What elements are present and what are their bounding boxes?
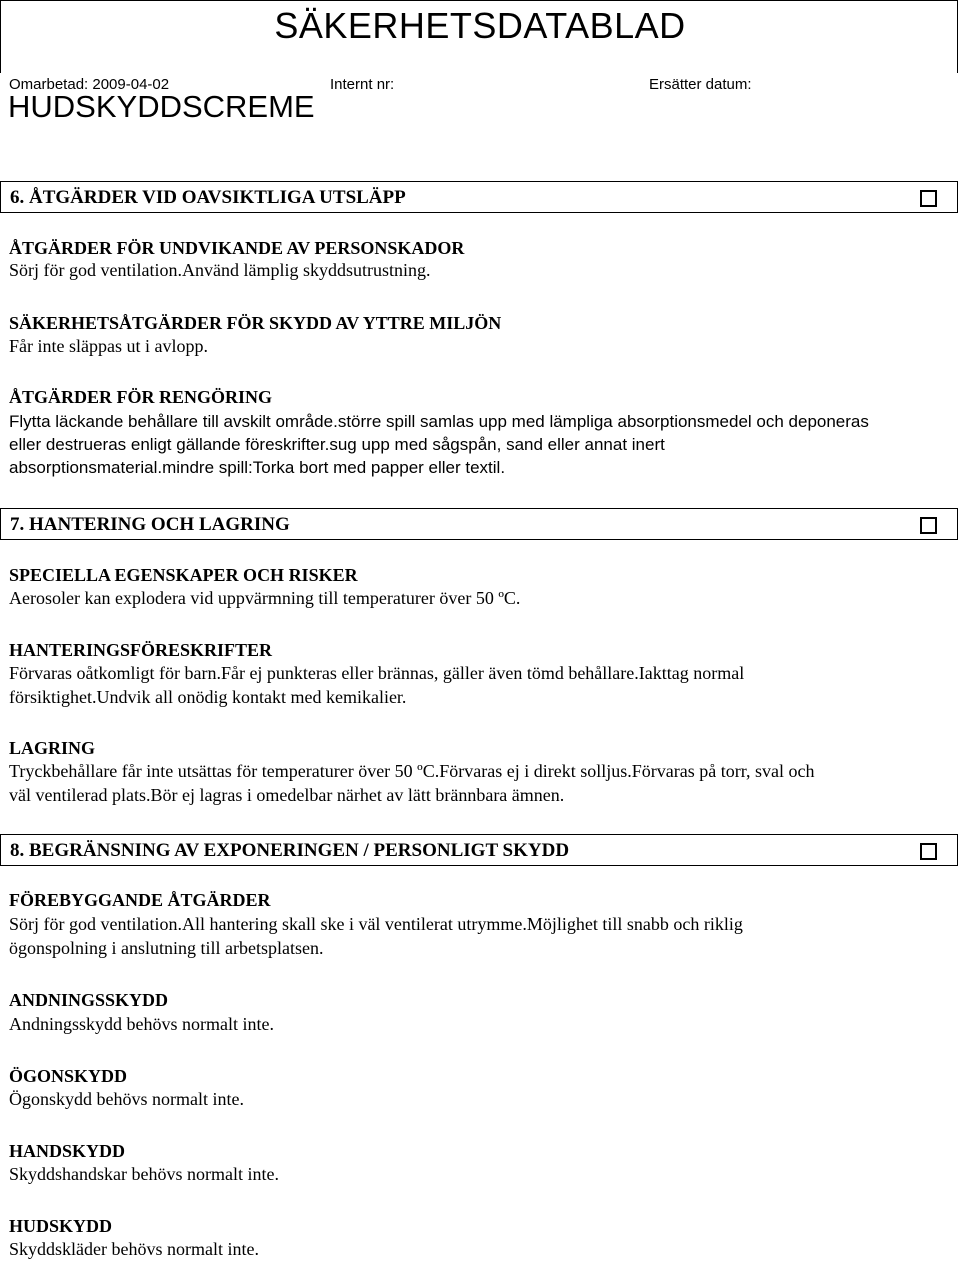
- cleaning-line: Flytta läckande behållare till avskilt område.större spill samlas upp med lämpliga absorptionsmedel och deponeras: [9, 412, 869, 431]
- section-8-checkbox[interactable]: [920, 843, 937, 860]
- risks-heading: SPECIELLA EGENSKAPER OCH RISKER: [9, 565, 358, 585]
- skin-protection-text: Skyddskläder behövs normalt inte.: [9, 1239, 259, 1259]
- section-8-title: 8. BEGRÄNSNING AV EXPONERINGEN / PERSONLIGT SKYDD: [10, 840, 570, 861]
- hand-protection-text: Skyddshandskar behövs normalt inte.: [9, 1164, 279, 1184]
- section-7-header: [0, 508, 958, 540]
- cleaning-line: absorptionsmaterial.mindre spill:Torka bort med papper eller textil.: [9, 458, 506, 477]
- storage-line: väl ventilerad plats.Bör ej lagras i omedelbar närhet av lätt brännbara ämnen.: [9, 784, 565, 805]
- cleaning-heading: ÅTGÄRDER FÖR RENGÖRING: [9, 387, 273, 407]
- preventive-line: ögonspolning i anslutning till arbetsplatsen.: [9, 937, 324, 958]
- section-7-checkbox[interactable]: [920, 517, 937, 534]
- skin-protection-heading: HUDSKYDD: [9, 1216, 113, 1236]
- revised-date: Omarbetad: 2009-04-02: [9, 76, 170, 93]
- environment-heading: SÄKERHETSÅTGÄRDER FÖR SKYDD AV YTTRE MILJÖN: [9, 313, 502, 333]
- storage-heading: LAGRING: [9, 738, 96, 758]
- respiratory-heading: ANDNINGSSKYDD: [9, 990, 169, 1010]
- handling-text: [9, 662, 954, 709]
- document-title: SÄKERHETSDATABLAD: [274, 5, 686, 46]
- cleaning-line: eller destrueras enligt gällande föreskrifter.sug upp med sågspån, sand eller annat inert: [9, 435, 665, 454]
- personal-precautions-text: Sörj för god ventilation.Använd lämplig skyddsutrustning.: [9, 260, 431, 280]
- section-8-header: [0, 834, 958, 866]
- personal-precautions-heading: ÅTGÄRDER FÖR UNDVIKANDE AV PERSONSKADOR: [9, 238, 465, 258]
- handling-heading: HANTERINGSFÖRESKRIFTER: [9, 640, 273, 660]
- storage-line: Tryckbehållare får inte utsättas för temperaturer över 50 ºC.Förvaras ej i direkt solljus.Förvaras på torr, sval och: [9, 761, 815, 781]
- internal-number: Internt nr:: [330, 76, 395, 93]
- preventive-text: [9, 913, 954, 960]
- respiratory-text: Andningsskydd behövs normalt inte.: [9, 1014, 274, 1034]
- handling-line: försiktighet.Undvik all onödig kontakt med kemikalier.: [9, 686, 407, 707]
- section-7-title: 7. HANTERING OCH LAGRING: [10, 514, 290, 535]
- storage-text: [9, 760, 954, 807]
- eye-protection-heading: ÖGONSKYDD: [9, 1066, 128, 1086]
- cleaning-text: [9, 410, 954, 479]
- hand-protection-heading: HANDSKYDD: [9, 1141, 126, 1161]
- handling-line: Förvaras oåtkomligt för barn.Får ej punkteras eller brännas, gäller även tömd behållare.Iakttag normal: [9, 663, 745, 683]
- section-6-checkbox[interactable]: [920, 190, 937, 207]
- environment-text: Får inte släppas ut i avlopp.: [9, 336, 208, 356]
- preventive-line: Sörj för god ventilation.All hantering skall ske i väl ventilerat utrymme.Möjlighet till snabb och riklig: [9, 914, 743, 934]
- replaces-date: Ersätter datum:: [649, 76, 752, 93]
- risks-text: Aerosoler kan explodera vid uppvärmning till temperaturer över 50 ºC.: [9, 588, 521, 608]
- product-name: HUDSKYDDSCREME: [8, 89, 315, 124]
- title-box: [0, 0, 958, 73]
- section-6-header: [0, 181, 958, 213]
- section-6-title: 6. ÅTGÄRDER VID OAVSIKTLIGA UTSLÄPP: [10, 187, 406, 208]
- eye-protection-text: Ögonskydd behövs normalt inte.: [9, 1089, 244, 1109]
- preventive-heading: FÖREBYGGANDE ÅTGÄRDER: [9, 890, 271, 910]
